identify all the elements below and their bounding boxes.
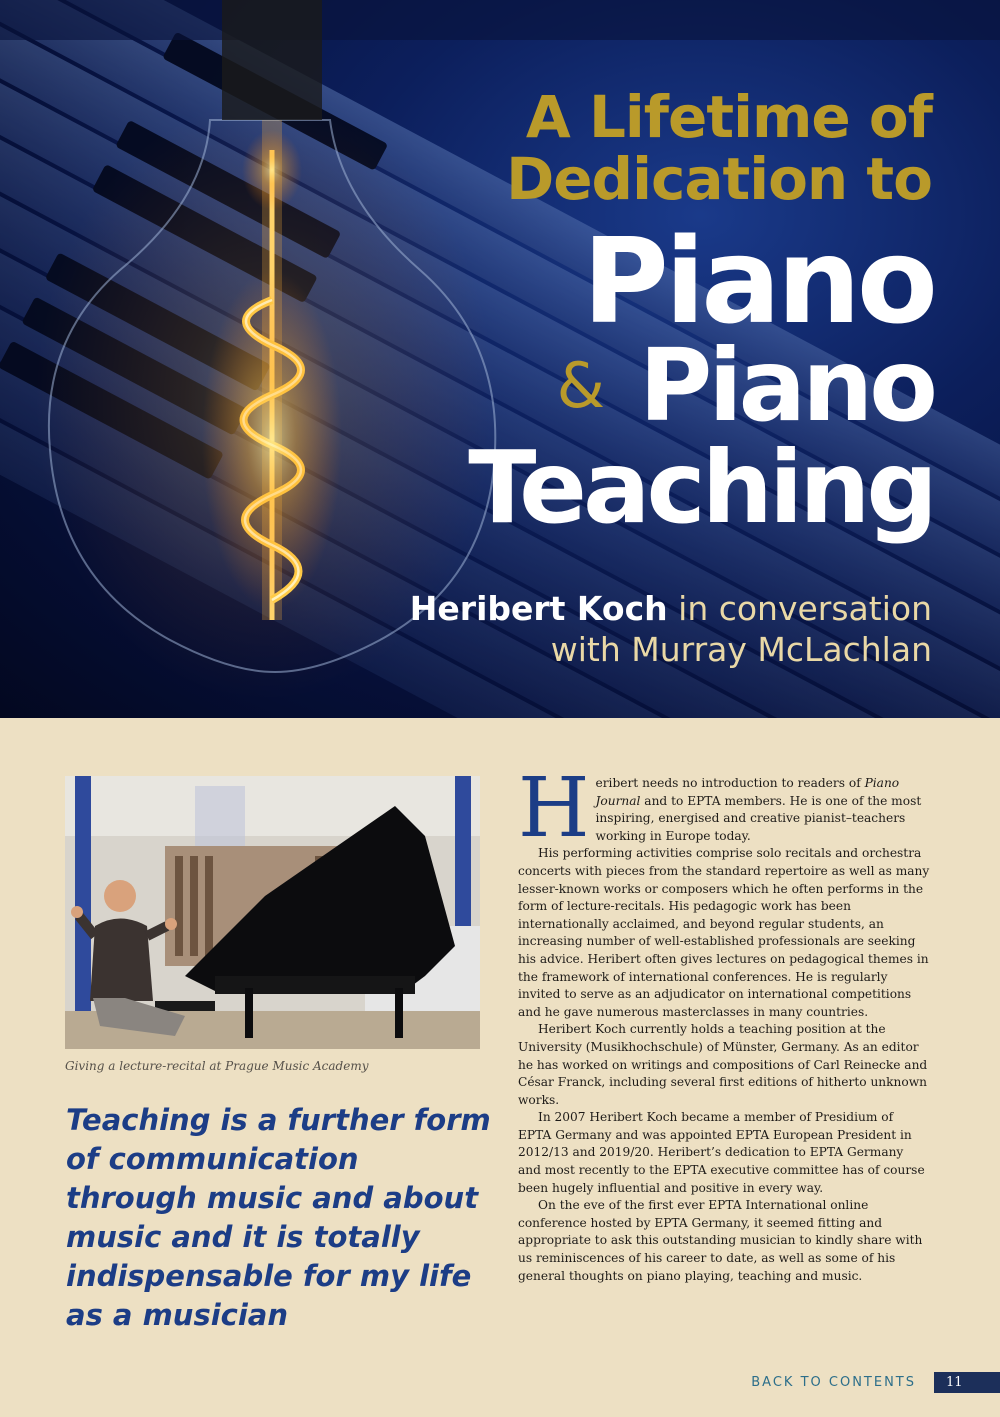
pull-quote: Teaching is a further form of communication through music and about music and it is totally indispensable for my life as a musician [66, 1103, 491, 1332]
title-line-2: Dedication to [506, 145, 932, 213]
paragraph-5: On the eve of the first ever EPTA International online conference hosted by EPTA Germany, it seemed fitting and appropriate to ask this outstanding musician to kindly share with us reminiscences of his career to date, as well as some of his general thoughts on piano playing, teaching and music. [518, 1198, 923, 1283]
page-number: 11 [934, 1372, 1000, 1393]
byline [410, 588, 932, 671]
back-to-contents-link[interactable]: BACK TO CONTENTS [751, 1375, 916, 1390]
article-body [518, 761, 930, 1285]
title-ampersand: & [556, 349, 605, 422]
drop-cap: H [518, 761, 590, 856]
paragraph-3: Heribert Koch currently holds a teaching position at the University (Musikhochschule) of Münster, Germany. As an editor he has worked on writings and compositions of Carl Reinecke and César Franck, including several first editions of hitherto unknown works. [518, 1022, 928, 1107]
title-line-1: A Lifetime of [525, 83, 932, 151]
lecture-photo [65, 776, 480, 1049]
journal-title: Piano Journal [595, 776, 900, 808]
photo-caption: Giving a lecture-recital at Prague Music Academy [65, 1059, 369, 1073]
title-piano: Piano [582, 212, 934, 350]
title-teaching: Teaching [468, 429, 934, 546]
byline-rest-2: with Murray McLachlan [550, 630, 932, 670]
paragraph-1: Heribert needs no introduction to readers of Piano Journal and to EPTA members. He is one of the most inspiring, energised and creative pianist–teachers working in Europe today. [518, 761, 922, 856]
title-piano-2: Piano [639, 327, 934, 444]
byline-rest-1: in conversation [667, 589, 932, 628]
paragraph-2: His performing activities comprise solo recitals and orchestra concerts with pieces from the standard repertoire as well as many lesser-known works or composers which he often performs in the form of lecture-recitals. His pedagogic work has been internationally acclaimed, and beyond regular students, an increasing number of well-established professionals are seeking his advice. Heribert often gives lectures on pedagogical themes in the framework of international conferences. He is regularly invited to serve as an adjudicator on international competitions and he gave numerous masterclasses in many countries. [518, 846, 930, 1019]
paragraph-4: In 2007 Heribert Koch became a member of Presidium of EPTA Germany and was appointed EPTA European President in 2012/13 and 2019/20. Heribert’s dedication to EPTA Germany and most recently to the EPTA executive committee has of course been hugely influential and positive in every way. [518, 1110, 925, 1195]
byline-name: Heribert Koch [409, 589, 668, 628]
